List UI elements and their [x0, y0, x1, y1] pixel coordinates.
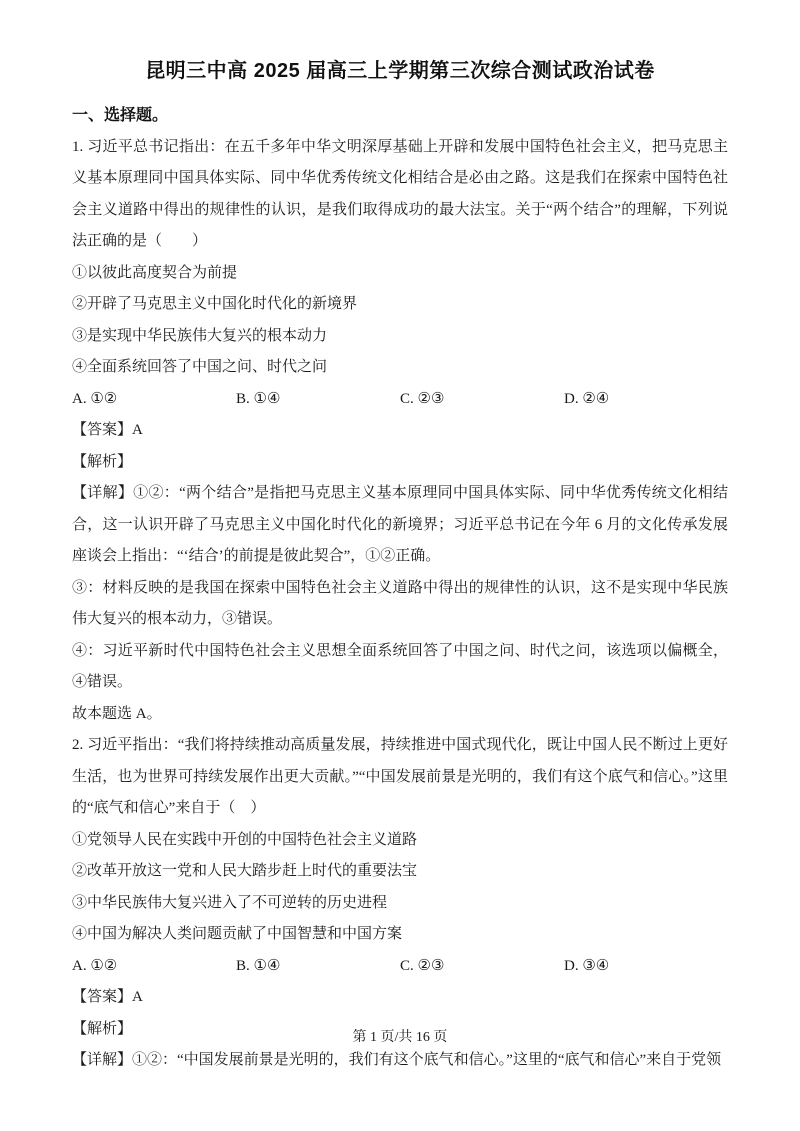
- option-statement-4: ④中国为解决人类问题贡献了中国智慧和中国方案: [72, 926, 403, 942]
- choices-row: [72, 384, 728, 416]
- choice-b: B. ①④: [236, 957, 281, 974]
- analysis-line: 【解析】: [72, 1020, 133, 1037]
- question-block-2: [72, 730, 728, 1077]
- explanation-paragraph: 【详解】①②：“两个结合”是指把马克思主义基本原理同中国具体实际、同中华优秀传统文化相结合，这一认识开辟了马克思主义中国化时代化的新境界；习近平总书记在今年 6 月的文化传承发展座谈会上指出：“‘结合’的前提是彼此契合”，①②正确。: [72, 485, 728, 564]
- explanation-paragraph: ③：材料反映的是我国在探索中国特色社会主义道路中得出的规律性的认识，这不是实现中华民族伟大复兴的根本动力，③错误。: [72, 579, 728, 627]
- option-statement-4: ④全面系统回答了中国之问、时代之问: [72, 359, 328, 375]
- choice-d: D. ③④: [564, 957, 610, 974]
- explanation-paragraph: 【详解】①②：“中国发展前景是光明的，我们有这个底气和信心。”这里的“底气和信心”来自于党领: [72, 1052, 722, 1068]
- page-title: 昆明三中高 2025 届高三上学期第三次综合测试政治试卷: [145, 60, 655, 82]
- choice-b: B. ①④: [236, 390, 281, 407]
- option-statement-2: ②改革开放这一党和人民大踏步赶上时代的重要法宝: [72, 863, 418, 879]
- option-statement-1: ①以彼此高度契合为前提: [72, 264, 238, 281]
- question-block-1: [72, 132, 728, 731]
- analysis-line: 【解析】: [72, 453, 133, 470]
- choice-c: C. ②③: [400, 390, 445, 407]
- choice-a: A. ①②: [72, 390, 118, 407]
- option-statement-1: ①党领导人民在实践中开创的中国特色社会主义道路: [72, 831, 418, 848]
- answer-line: 【答案】A: [72, 989, 143, 1005]
- option-statement-3: ③中华民族伟大复兴进入了不可逆转的历史进程: [72, 894, 388, 911]
- question-stem: 2. 习近平指出：“我们将持续推动高质量发展，持续推进中国式现代化，既让中国人民不断过上更好生活，也为世界可持续发展作出更大贡献。”“中国发展前景是光明的，我们有这个底气和信心。”这里的“底气和信心”来自于（ ）: [72, 737, 728, 816]
- option-statement-2: ②开辟了马克思主义中国化时代化的新境界: [72, 296, 358, 312]
- page-footer: 第 1 页/共 16 页: [352, 1030, 448, 1045]
- section-heading: 一、选择题。: [72, 107, 169, 124]
- explanation-paragraph: ④：习近平新时代中国特色社会主义思想全面系统回答了中国之问、时代之问，该选项以偏概全，④错误。: [72, 642, 728, 690]
- choice-d: D. ②④: [564, 390, 610, 407]
- explanation-conclusion: 故本题选 A。: [72, 705, 162, 722]
- option-statement-3: ③是实现中华民族伟大复兴的根本动力: [72, 327, 328, 344]
- question-stem: 1. 习近平总书记指出：在五千多年中华文明深厚基础上开辟和发展中国特色社会主义，把马克思主义基本原理同中国具体实际、同中华优秀传统文化相结合是必由之路。这是我们在探索中国特色社会主义道路中得出的规律性的认识，是我们取得成功的最大法宝。关于“两个结合”的理解，下列说法正确的是（ ）: [72, 138, 728, 249]
- choices-row: [72, 951, 728, 983]
- answer-line: 【答案】A: [72, 422, 143, 438]
- choice-c: C. ②③: [400, 957, 445, 974]
- choice-a: A. ①②: [72, 957, 118, 974]
